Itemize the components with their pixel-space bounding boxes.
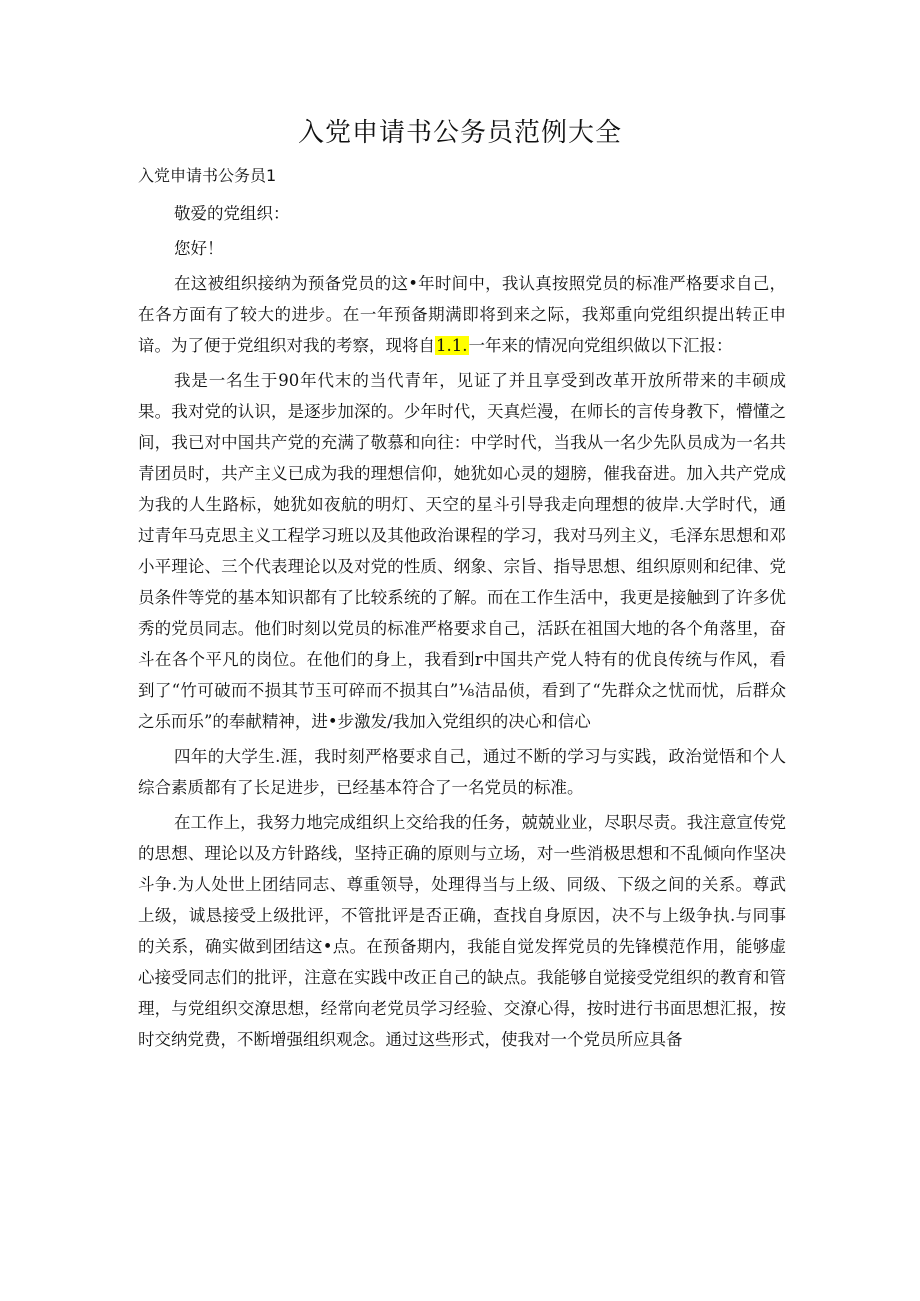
paragraph-1-before: 在这被组织接纳为预备党员的这•年时间中，我认真按照党员的标准严格要求自己，在各方面有了较大的进步。在一年预备期满即将到来之际，我郑重向党组织提出转正申谙。为了便于党组织对我的考察，现将自	[138, 274, 786, 355]
paragraph-3: 四年的大学生.涯，我时刻严格要求自己，通过不断的学习与实践，政治觉悟和个人综合素质都有了长足进步，已经基本符合了一名党员的标准。	[138, 747, 786, 797]
document-title: 入党申请书公务员范例大全	[297, 118, 622, 148]
salutation: 敬爱的党组织：	[174, 204, 290, 223]
highlighted-date: 1.1.	[436, 336, 468, 355]
paragraph-1-after: 一年来的情况向党组织做以下汇报：	[468, 336, 733, 355]
paragraph-4: 在工作上，我努力地完成组织上交给我的任务，兢兢业业，尽职尽责。我注意宣传党的思想、理论以及方针路线，坚持正确的原则与立场，对一些消极思想和不乱倾向作坚决斗争.为人处世上团结同志、尊重领导，处理得当与上级、同级、下级之间的关系。尊武上级，诚恳接受上级批评，不管批评是否正确，查找自身原因，决不与上级争执.与同事的关系，确实做到团结这•点。在预备期内，我能自觉发挥党员的先锋模范作用，能够虚心接受同志们的批评，注意在实践中改正自己的缺点。我能够自觉接受党组织的教育和管理，与党组织交潦思想，经常向老党员学习经验、交潦心得，按时进行书面思想汇报，按时交纳党费，不断增强组织观念。通过这些形式，使我对一个党员所应具备	[138, 813, 786, 1049]
document-body	[138, 198, 786, 1059]
paragraph-1	[138, 268, 786, 361]
greeting: 您好！	[174, 239, 224, 258]
paragraph-2: 我是一名生于90年代末的当代青年，见证了并且享受到改革开放所带来的丰硕成果。我对党的认识，是逐步加深的。少年时代，天真烂漫，在师长的言传身教下，懵懂之间，我已对中国共产党的充满了敬慕和向往：中学时代，当我从一名少先队员成为一名共青团员时，共产主义已成为我的理想信仰，她犹如心灵的翅膀，催我奋进。加入共产党成为我的人生路标，她犹如夜航的明灯、天空的星斗引导我走向理想的彼岸.大学时代，通过青年马克思主义工程学习班以及其他政治课程的学习，我对马列主义，毛泽东思想和邓小平理论、三个代表理论以及对党的性质、纲象、宗旨、指导思想、组织原则和纪律、党员条件等党的基本知识都有了比较系统的了解。而在工作生活中，我更是接触到了许多优秀的党员同志。他们时刻以党员的标准严格要求自己，活跃在祖国大地的各个角落里，奋斗在各个平凡的岗位。在他们的身上，我看到r中国共产党人特有的优良传统与作风，看到了“竹可破而不损其节玉可碎而不损其白”⅛洁品侦，看到了“先群众之忧而忧，后群众之乐而乐”的奉献精神，进•步激发/我加入党组织的决心和信心	[138, 371, 786, 731]
document-subheading: 入党申请书公务员1	[138, 166, 277, 185]
